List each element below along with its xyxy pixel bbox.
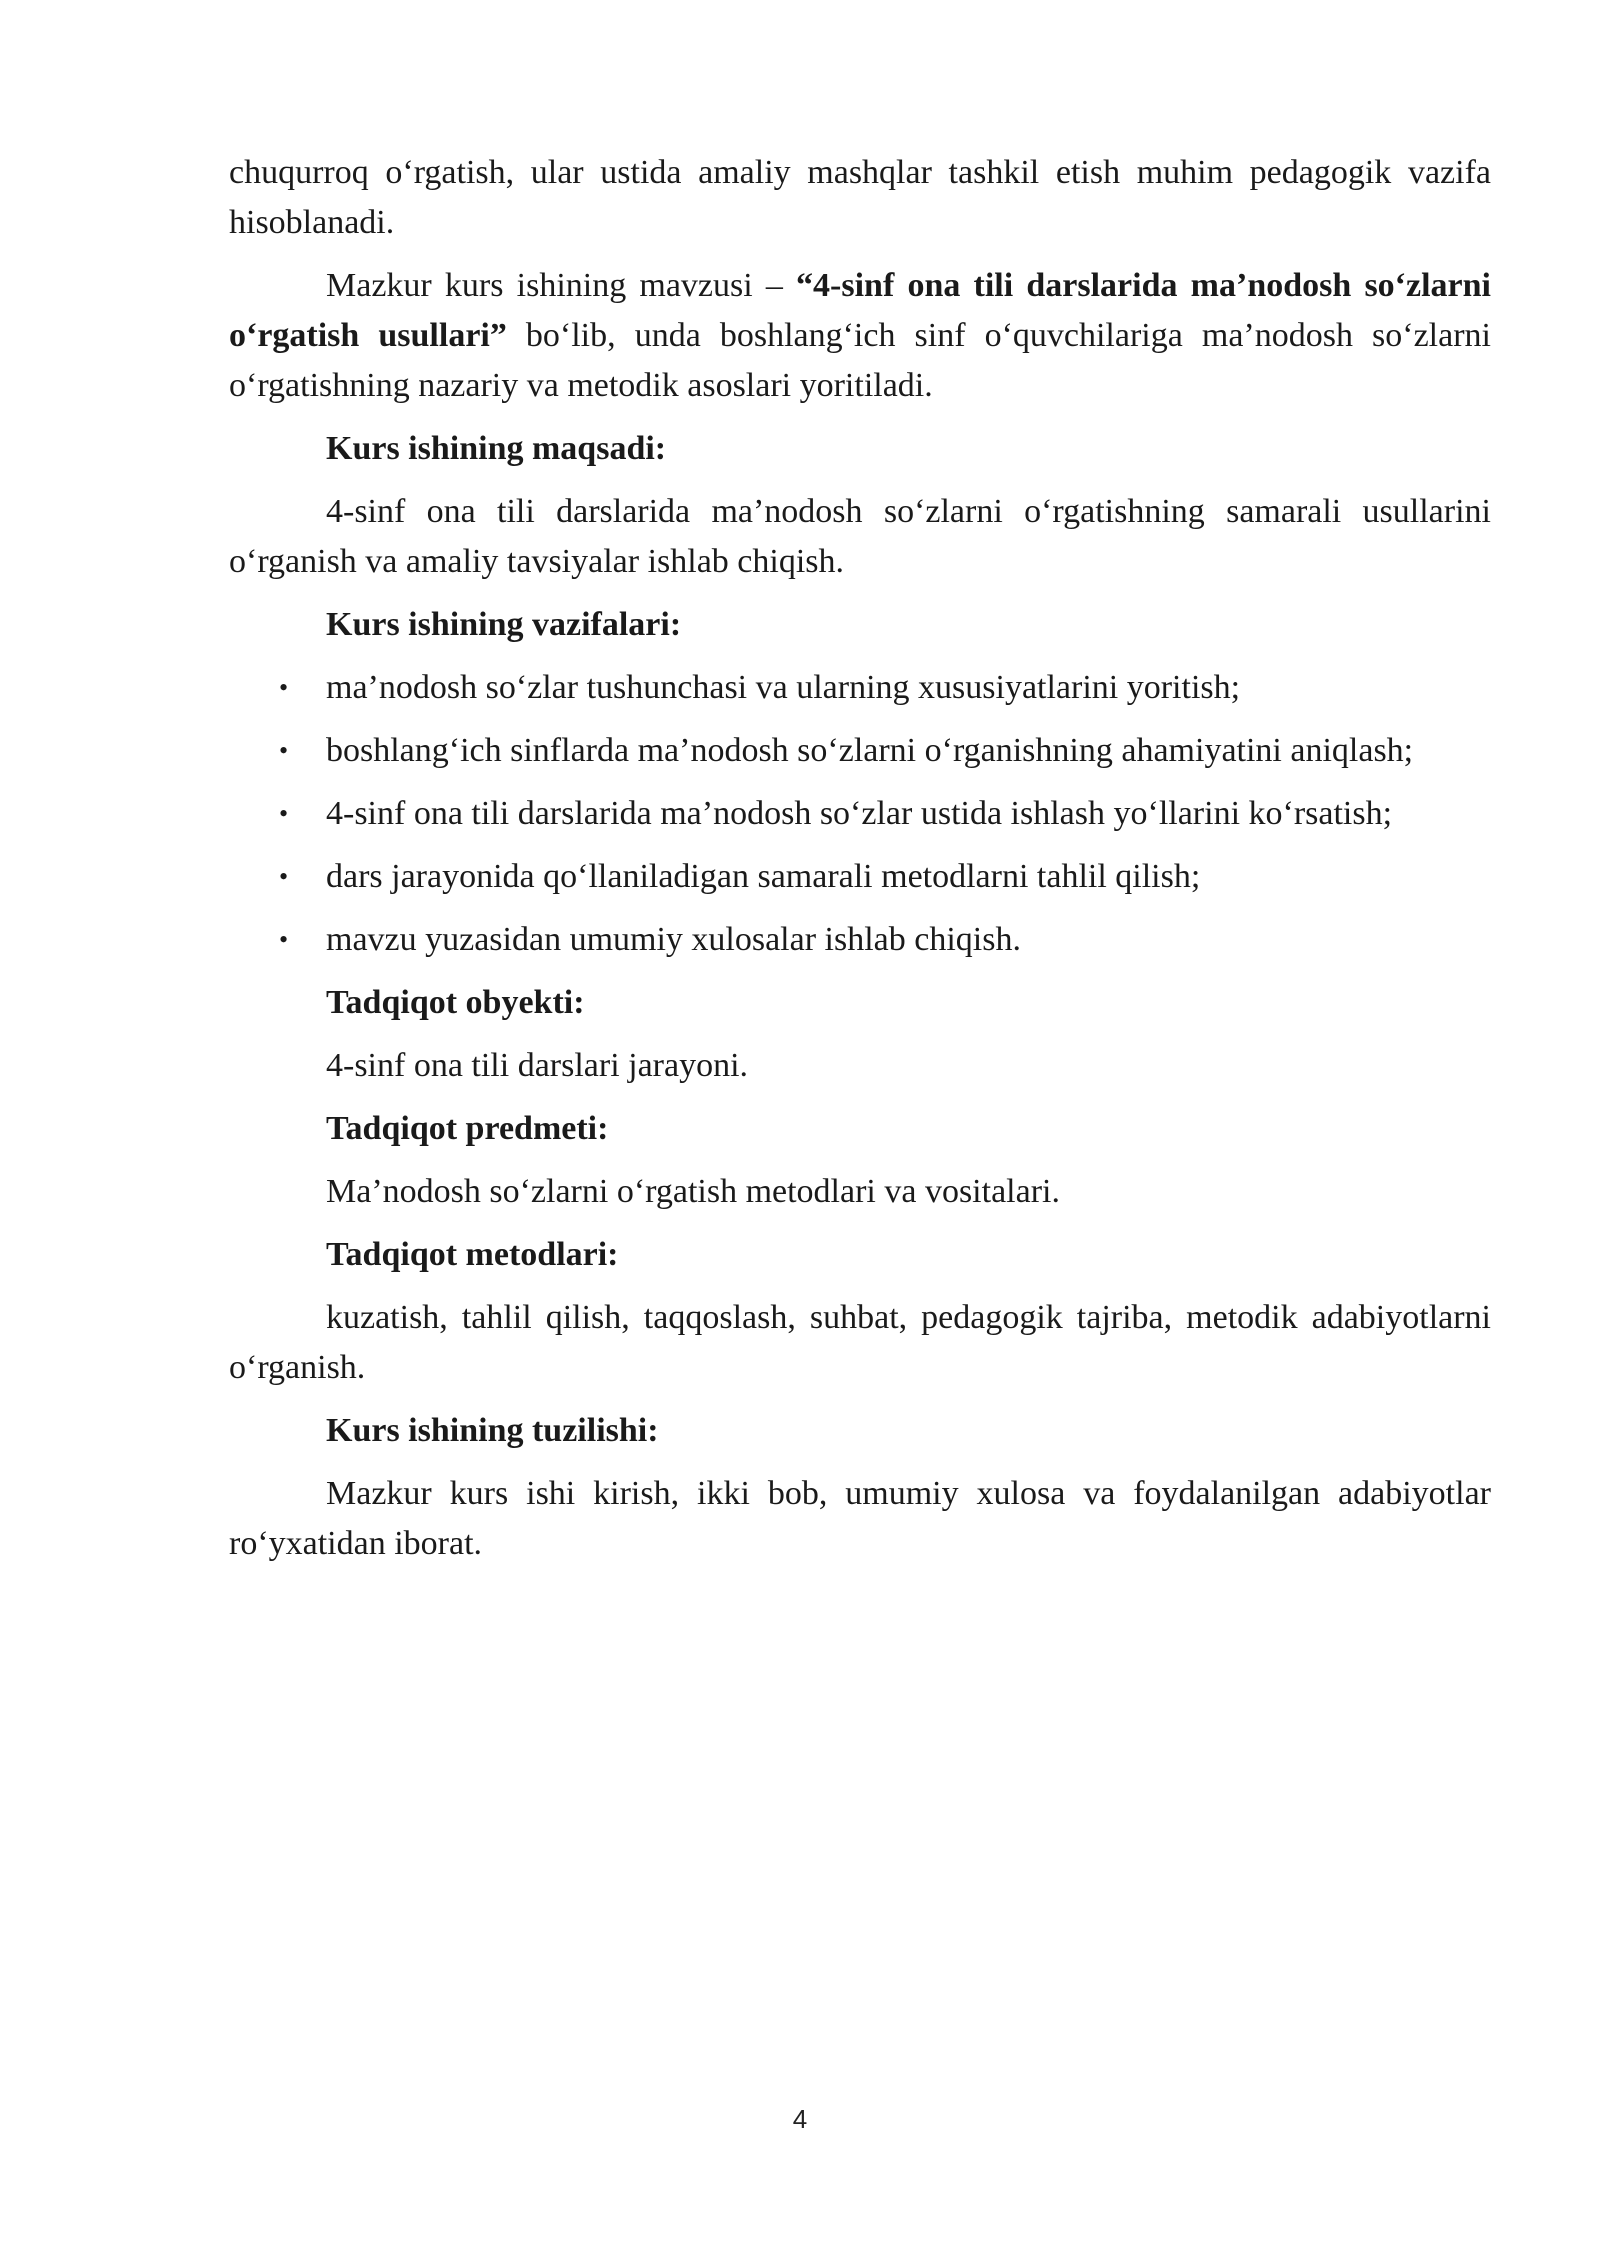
task-item-text: 4-sinf ona tili darslarida ma’nodosh so‘zlar ustida ishlash yo‘llarini ko‘rsatish;: [326, 795, 1393, 832]
document-page: [229, 148, 1491, 1582]
task-item: [229, 915, 1491, 965]
topic-paragraph: [229, 261, 1491, 411]
task-item: [229, 663, 1491, 713]
subject-heading: Tadqiqot predmeti:: [326, 1110, 609, 1147]
bullet-icon: •: [279, 673, 289, 702]
task-item-text: ma’nodosh so‘zlar tushunchasi va ularning xususiyatlarini yoritish;: [326, 669, 1241, 706]
task-item-text: boshlang‘ich sinflarda ma’nodosh so‘zlarni o‘rganishning ahamiyatini aniqlash;: [326, 732, 1414, 769]
bullet-icon: •: [279, 925, 289, 954]
subject-text: Ma’nodosh so‘zlarni o‘rgatish metodlari va vositalari.: [326, 1173, 1060, 1210]
bullet-icon: •: [279, 862, 289, 891]
page-number: 4: [792, 2104, 808, 2134]
task-item: [229, 726, 1491, 776]
bullet-icon: •: [279, 799, 289, 828]
methods-heading: Tadqiqot metodlari:: [326, 1236, 619, 1273]
object-heading: Tadqiqot obyekti:: [326, 984, 585, 1021]
task-item: [229, 789, 1491, 839]
tasks-heading: Kurs ishining vazifalari:: [326, 606, 682, 643]
bullet-icon: •: [279, 736, 289, 765]
structure-heading: Kurs ishining tuzilishi:: [326, 1412, 659, 1449]
task-item: [229, 852, 1491, 902]
topic-trailing-text: bo‘lib, unda boshlang‘ich sinf o‘quvchilariga ma’nodosh so‘zlarni o‘rgatishning nazariy va metodik asoslari yoritiladi.: [229, 317, 1491, 404]
task-item-text: mavzu yuzasidan umumiy xulosalar ishlab chiqish.: [326, 921, 1021, 958]
topic-title: “4-sinf ona tili darslarida ma’nodosh so‘zlarni o‘rgatish usullari”: [229, 267, 1491, 354]
task-item-text: dars jarayonida qo‘llaniladigan samarali metodlarni tahlil qilish;: [326, 858, 1201, 895]
structure-text: Mazkur kurs ishi kirish, ikki bob, umumiy xulosa va foydalanilgan adabiyotlar ro‘yxatidan iborat.: [229, 1475, 1491, 1562]
methods-text: kuzatish, tahlil qilish, taqqoslash, suhbat, pedagogik tajriba, metodik adabiyotlarni o‘rganish.: [229, 1299, 1491, 1386]
goal-heading: Kurs ishining maqsadi:: [326, 430, 667, 467]
goal-text: 4-sinf ona tili darslarida ma’nodosh so‘zlarni o‘rgatishning samarali usullarini o‘rganish va amaliy tavsiyalar ishlab chiqish.: [229, 493, 1491, 580]
intro-continuation: chuqurroq o‘rgatish, ular ustida amaliy mashqlar tashkil etish muhim pedagogik vazifa hisoblanadi.: [229, 154, 1491, 241]
topic-lead-text: Mazkur kurs ishining mavzusi –: [326, 267, 797, 304]
object-text: 4-sinf ona tili darslari jarayoni.: [326, 1047, 749, 1084]
tasks-list: [229, 663, 1491, 965]
